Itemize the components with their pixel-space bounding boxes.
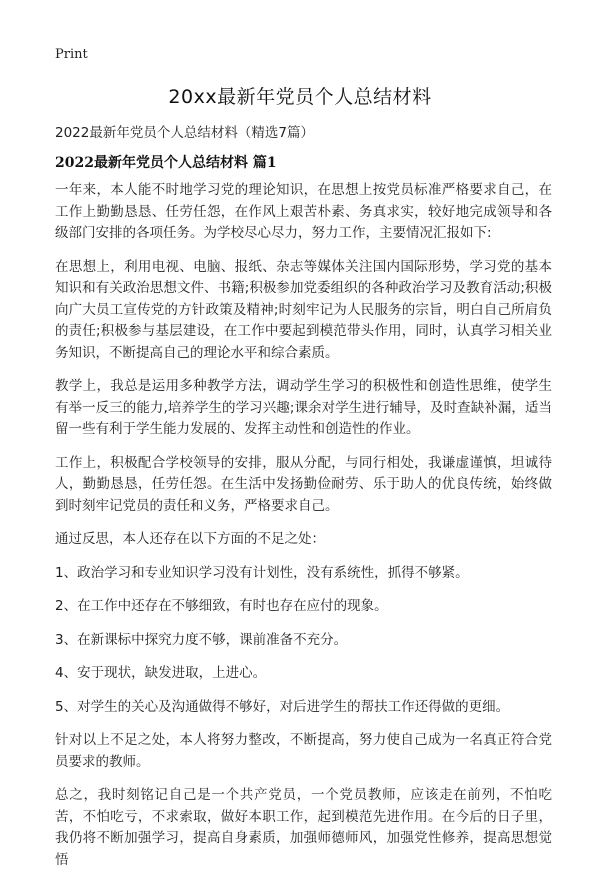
- list-item: 2、在工作中还存在不够细致，有时也存在应付的现象。: [55, 598, 388, 614]
- paragraph-intro: 一年来，本人能不时地学习党的理论知识，在思想上按党员标准严格要求自己，在工作上勤勤恳恳、任劳任怨，在作风上艰苦朴素、务真求实，较好地完成领导和各级部门安排的各项任务。为学校尽心尽力，努力工作，主要情况汇报如下:: [55, 182, 552, 241]
- paragraph-improvement: 针对以上不足之处，本人将努力整改，不断提高，努力使自己成为一名真正符合党员要求的教师。: [55, 732, 552, 770]
- paragraph-teaching: 教学上，我总是运用多种教学方法，调动学生学习的积极性和创造性思维，使学生有举一反三的能力,培养学生的学习兴趣;课余对学生进行辅导，及时查缺补漏，适当留一些有利于学生能力发展的、发挥主动性和创造性的作业。: [55, 378, 552, 437]
- page-title: 20xx最新年党员个人总结材料: [168, 86, 432, 108]
- paragraph-conclusion: 总之，我时刻铭记自己是一个共产党员，一个党员教师，应该走在前列，不怕吃苦，不怕吃亏，不求索取，做好本职工作，起到模范先进作用。在今后的日子里，我仍将不断加强学习，提高自身素质，加强师德师风，加强党性修养，提高思想觉悟: [55, 787, 552, 868]
- section-heading: 2022最新年党员个人总结材料 篇1: [55, 155, 277, 171]
- document-body: [55, 180, 552, 883]
- print-label: Print: [55, 47, 88, 62]
- document-subtitle: 2022最新年党员个人总结材料（精选7篇）: [55, 125, 314, 141]
- list-item: 1、政治学习和专业知识学习没有计划性，没有系统性，抓得不够紧。: [55, 564, 469, 581]
- paragraph-work: 工作上，积极配合学校领导的安排，服从分配，与同行相处，我谦虚谨慎，坦诚待人，勤勤恳恳，任劳任怨。在生活中发扬勤俭耐劳、乐于助人的优良传统，始终做到时刻牢记党员的责任和义务，严格要求自己。: [55, 454, 552, 514]
- list-item: 4、安于现状，缺发进取，上进心。: [55, 665, 267, 681]
- list-item: 3、在新课标中探究力度不够，课前准备不充分。: [55, 631, 348, 648]
- paragraph-thought: 在思想上，利用电视、电脑、报纸、杂志等媒体关注国内国际形势，学习党的基本知识和有关政治思想文件、书籍;积极参加党委组织的各种政治学习及教育活动;积极向广大员工宣传党的方针政策及精神;时刻牢记为人民服务的宗旨，明白自己所肩负的责任;积极参与基层建设，在工作中要起到模范带头作用，同时，认真学习相关业务知识，不断提高自己的理论水平和综合素质。: [55, 258, 552, 361]
- paragraph-reflection: 通过反思，本人还存在以下方面的不足之处：: [55, 531, 325, 547]
- list-item: 5、对学生的关心及沟通做得不够好，对后进学生的帮扶工作还得做的更细。: [55, 698, 510, 715]
